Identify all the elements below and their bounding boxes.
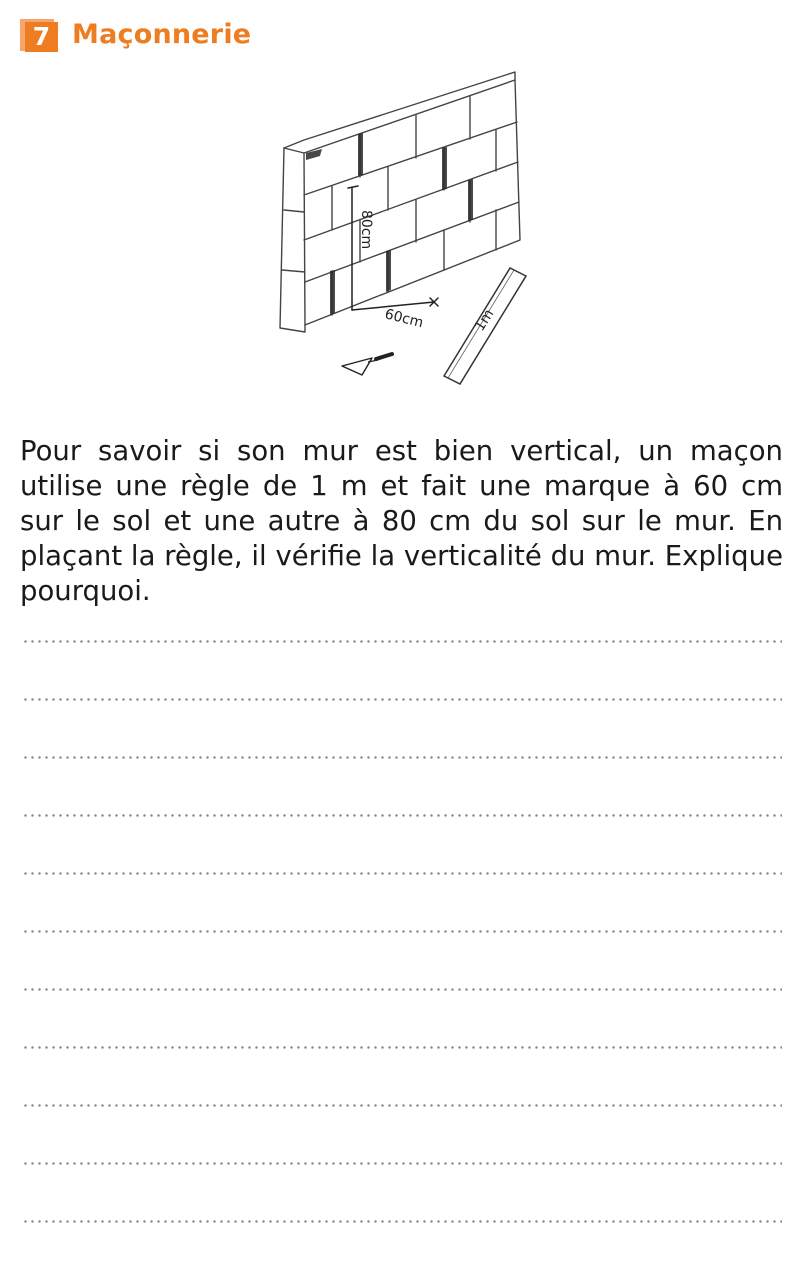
answer-line[interactable] xyxy=(22,988,782,991)
answer-line[interactable] xyxy=(22,872,782,875)
exercise-number: 7 xyxy=(25,22,58,52)
answer-line[interactable] xyxy=(22,698,782,701)
label-1m: 1m xyxy=(471,306,498,335)
answer-area[interactable] xyxy=(22,640,782,1278)
problem-statement: Pour savoir si son mur est bien vertical, un maçon utilise une règle de 1 m et fait une marque à 60 cm sur le sol et une autre à 80 cm du sol sur le mur. En plaçant la règle, il vérifie la verticalité du mur. Explique pourquoi. xyxy=(20,435,783,607)
answer-line[interactable] xyxy=(22,814,782,817)
answer-line[interactable] xyxy=(22,1162,782,1165)
ruler xyxy=(444,268,526,384)
answer-line[interactable] xyxy=(22,756,782,759)
wall-sketch-illustration xyxy=(270,70,545,395)
exercise-header xyxy=(20,14,251,54)
answer-line[interactable] xyxy=(22,640,782,643)
label-80cm: 80cm xyxy=(358,210,374,250)
label-60cm: 60cm xyxy=(383,306,425,332)
answer-line[interactable] xyxy=(22,1104,782,1107)
answer-line[interactable] xyxy=(22,1220,782,1223)
exercise-number-badge xyxy=(20,17,60,51)
wall-shading xyxy=(306,133,473,315)
answer-line[interactable] xyxy=(22,930,782,933)
trowel-icon xyxy=(342,354,392,375)
answer-line[interactable] xyxy=(22,1046,782,1049)
exercise-title: Maçonnerie xyxy=(72,18,252,50)
brick-wall xyxy=(280,72,520,332)
